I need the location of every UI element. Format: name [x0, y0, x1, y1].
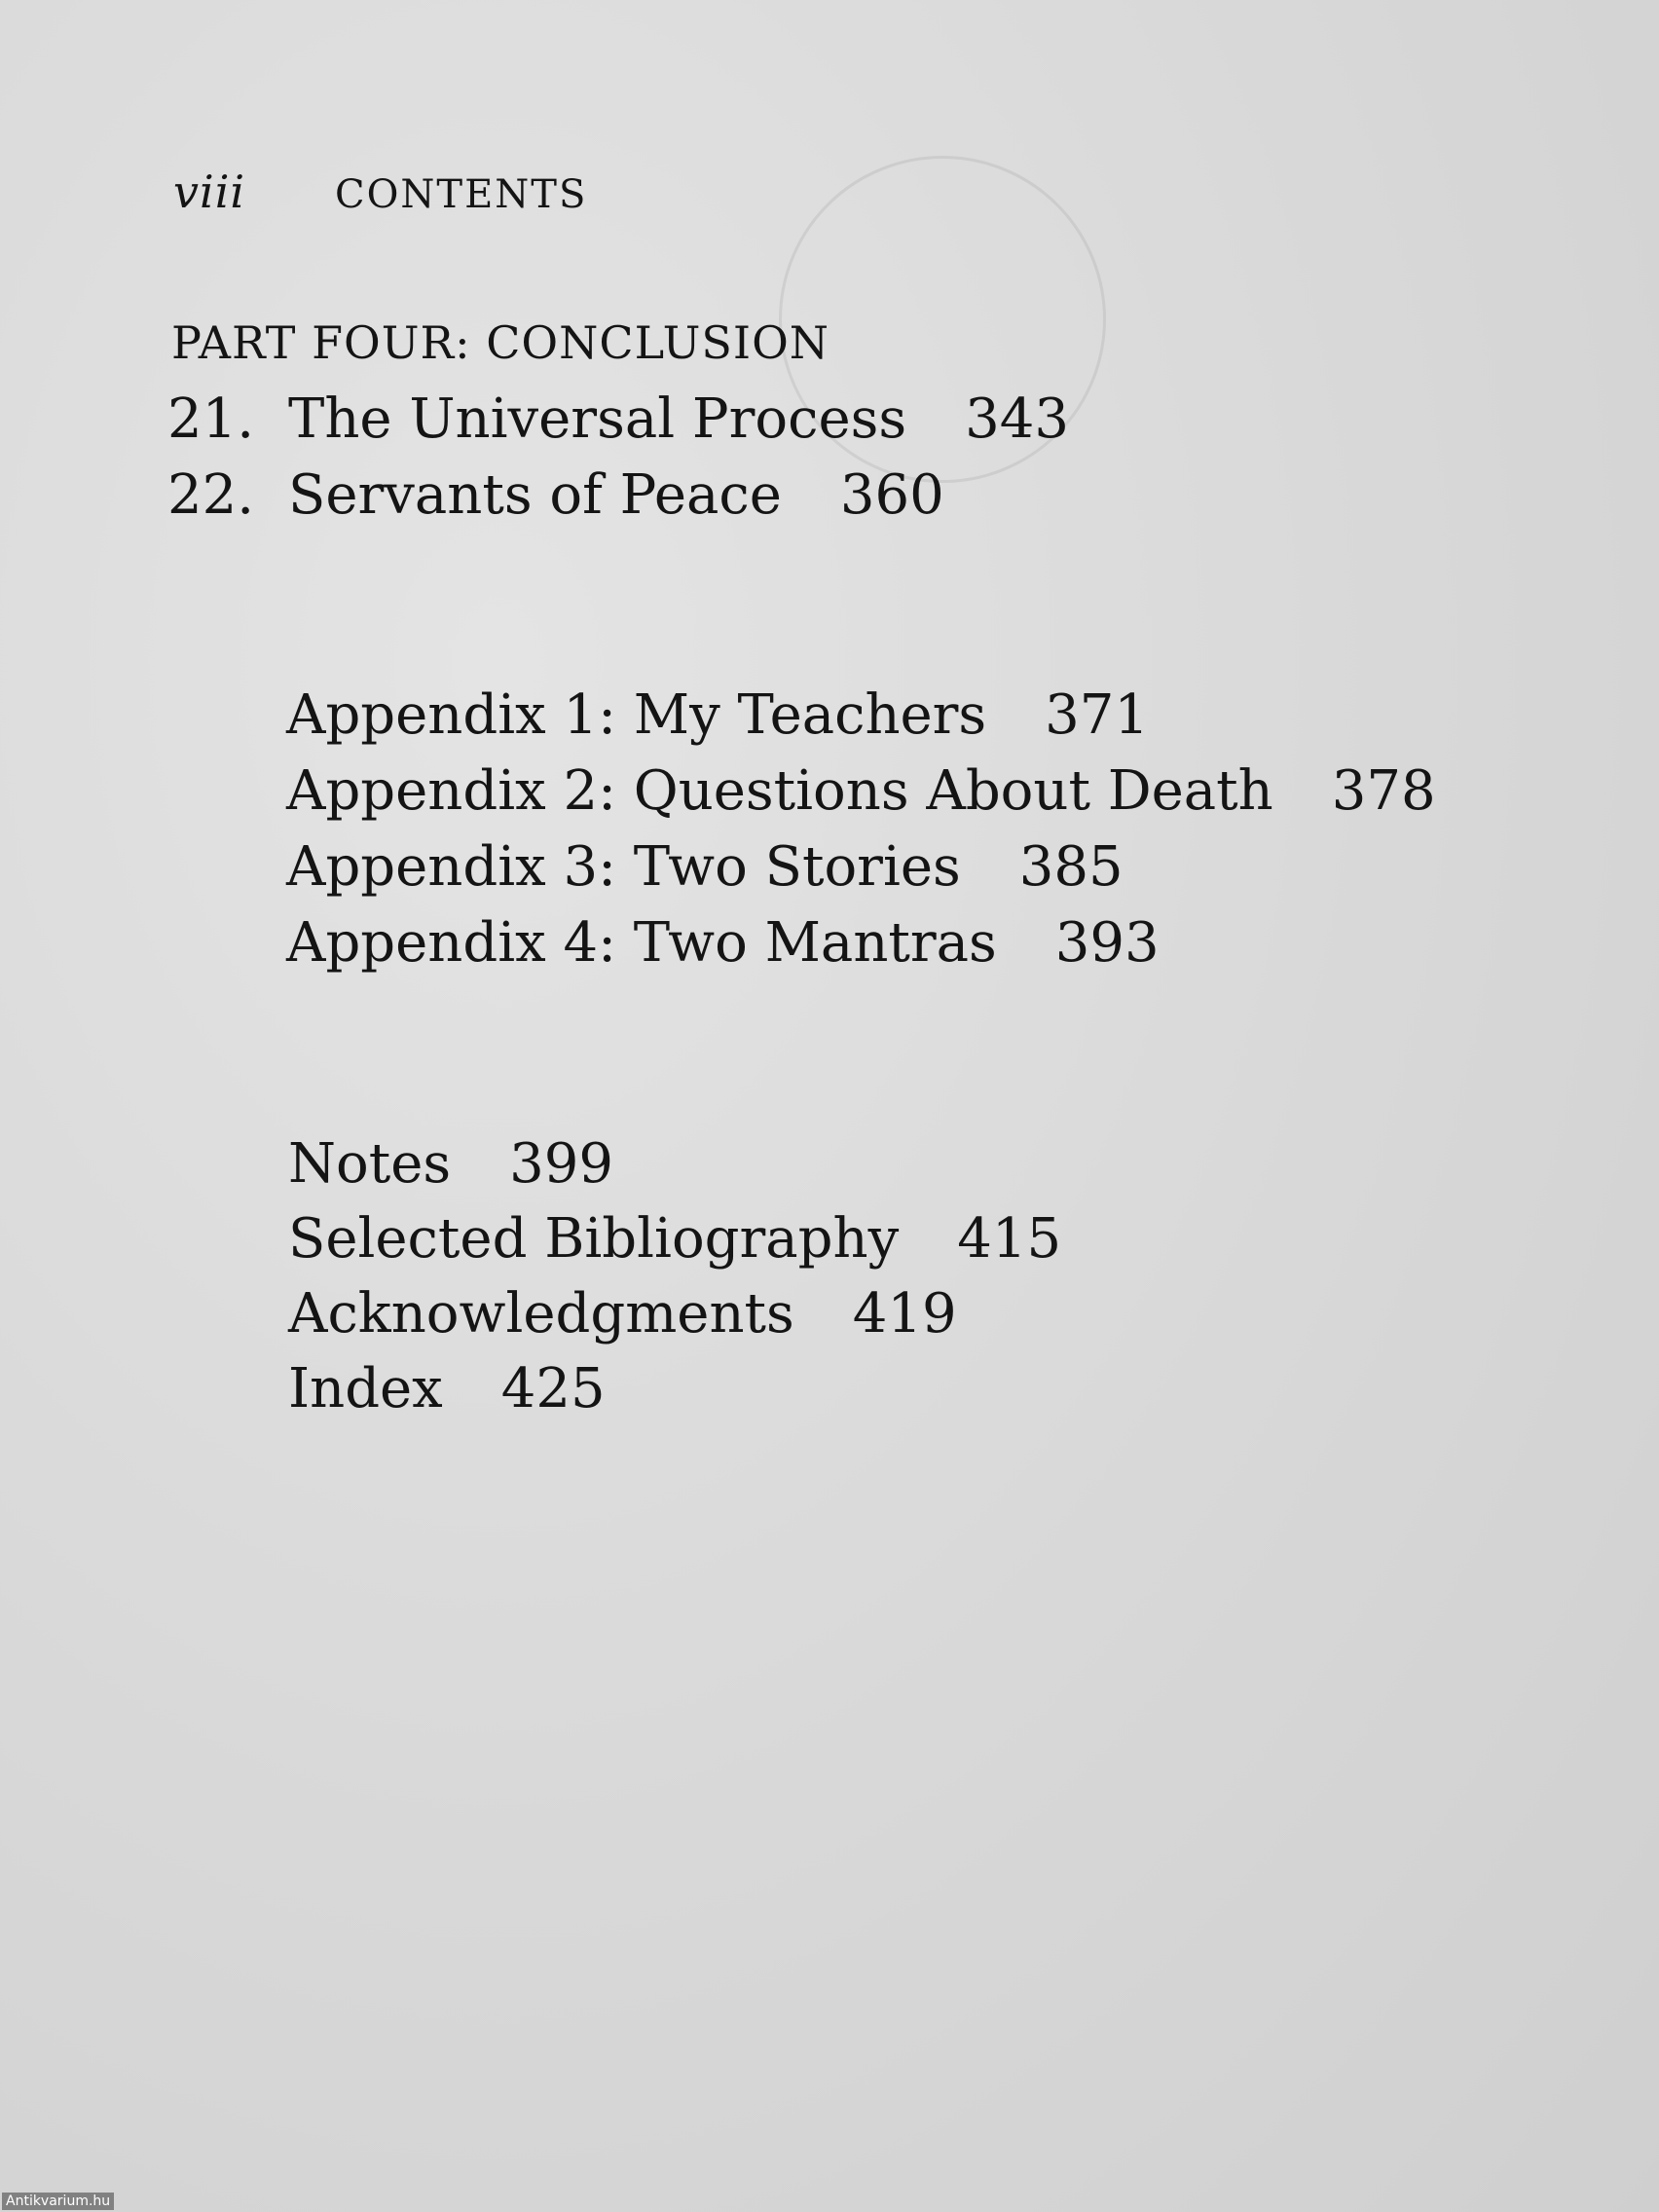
watermark: Antikvarium.hu	[2, 2193, 114, 2210]
page-folio: viii	[173, 166, 246, 218]
chapter-title: The Universal Process	[288, 387, 907, 451]
chapter-page: 343	[965, 387, 1069, 451]
chapter-number: 22.	[167, 463, 255, 527]
running-header	[173, 166, 587, 218]
chapter-title: Servants of Peace	[288, 463, 782, 527]
back-matter-title: Acknowledgments	[288, 1282, 794, 1346]
appendix-page: 378	[1331, 759, 1436, 823]
part-title: PART FOUR: CONCLUSION	[171, 316, 830, 369]
appendix-page: 385	[1018, 835, 1124, 899]
back-matter-title: Selected Bibliography	[288, 1207, 900, 1271]
chapter-number: 21.	[167, 387, 255, 451]
back-matter-title: Index	[288, 1357, 443, 1420]
chapter-list	[167, 382, 1069, 534]
back-matter-entry	[288, 1201, 1061, 1276]
back-matter-entry	[288, 1351, 1061, 1426]
back-matter-title: Notes	[288, 1132, 452, 1196]
chapter-entry	[167, 382, 1069, 458]
chapter-entry	[167, 458, 1069, 534]
appendix-page: 393	[1054, 911, 1160, 975]
appendix-title: Appendix 4: Two Mantras	[286, 911, 997, 975]
back-matter-list	[288, 1126, 1061, 1426]
header-label: CONTENTS	[335, 172, 588, 217]
back-matter-page: 419	[852, 1282, 957, 1346]
appendix-title: Appendix 2: Questions About Death	[286, 759, 1273, 823]
back-matter-entry	[288, 1126, 1061, 1201]
appendix-entry	[286, 754, 1436, 830]
appendix-page: 371	[1045, 683, 1150, 747]
back-matter-page: 415	[957, 1207, 1062, 1271]
chapter-page: 360	[839, 463, 944, 527]
appendix-entry	[286, 905, 1436, 981]
back-matter-page: 399	[509, 1132, 613, 1196]
appendix-entry	[286, 678, 1436, 754]
back-matter-page: 425	[500, 1357, 606, 1420]
appendix-list	[286, 678, 1436, 981]
appendix-entry	[286, 830, 1436, 905]
appendix-title: Appendix 1: My Teachers	[286, 683, 987, 747]
back-matter-entry	[288, 1276, 1061, 1351]
appendix-title: Appendix 3: Two Stories	[286, 835, 961, 899]
